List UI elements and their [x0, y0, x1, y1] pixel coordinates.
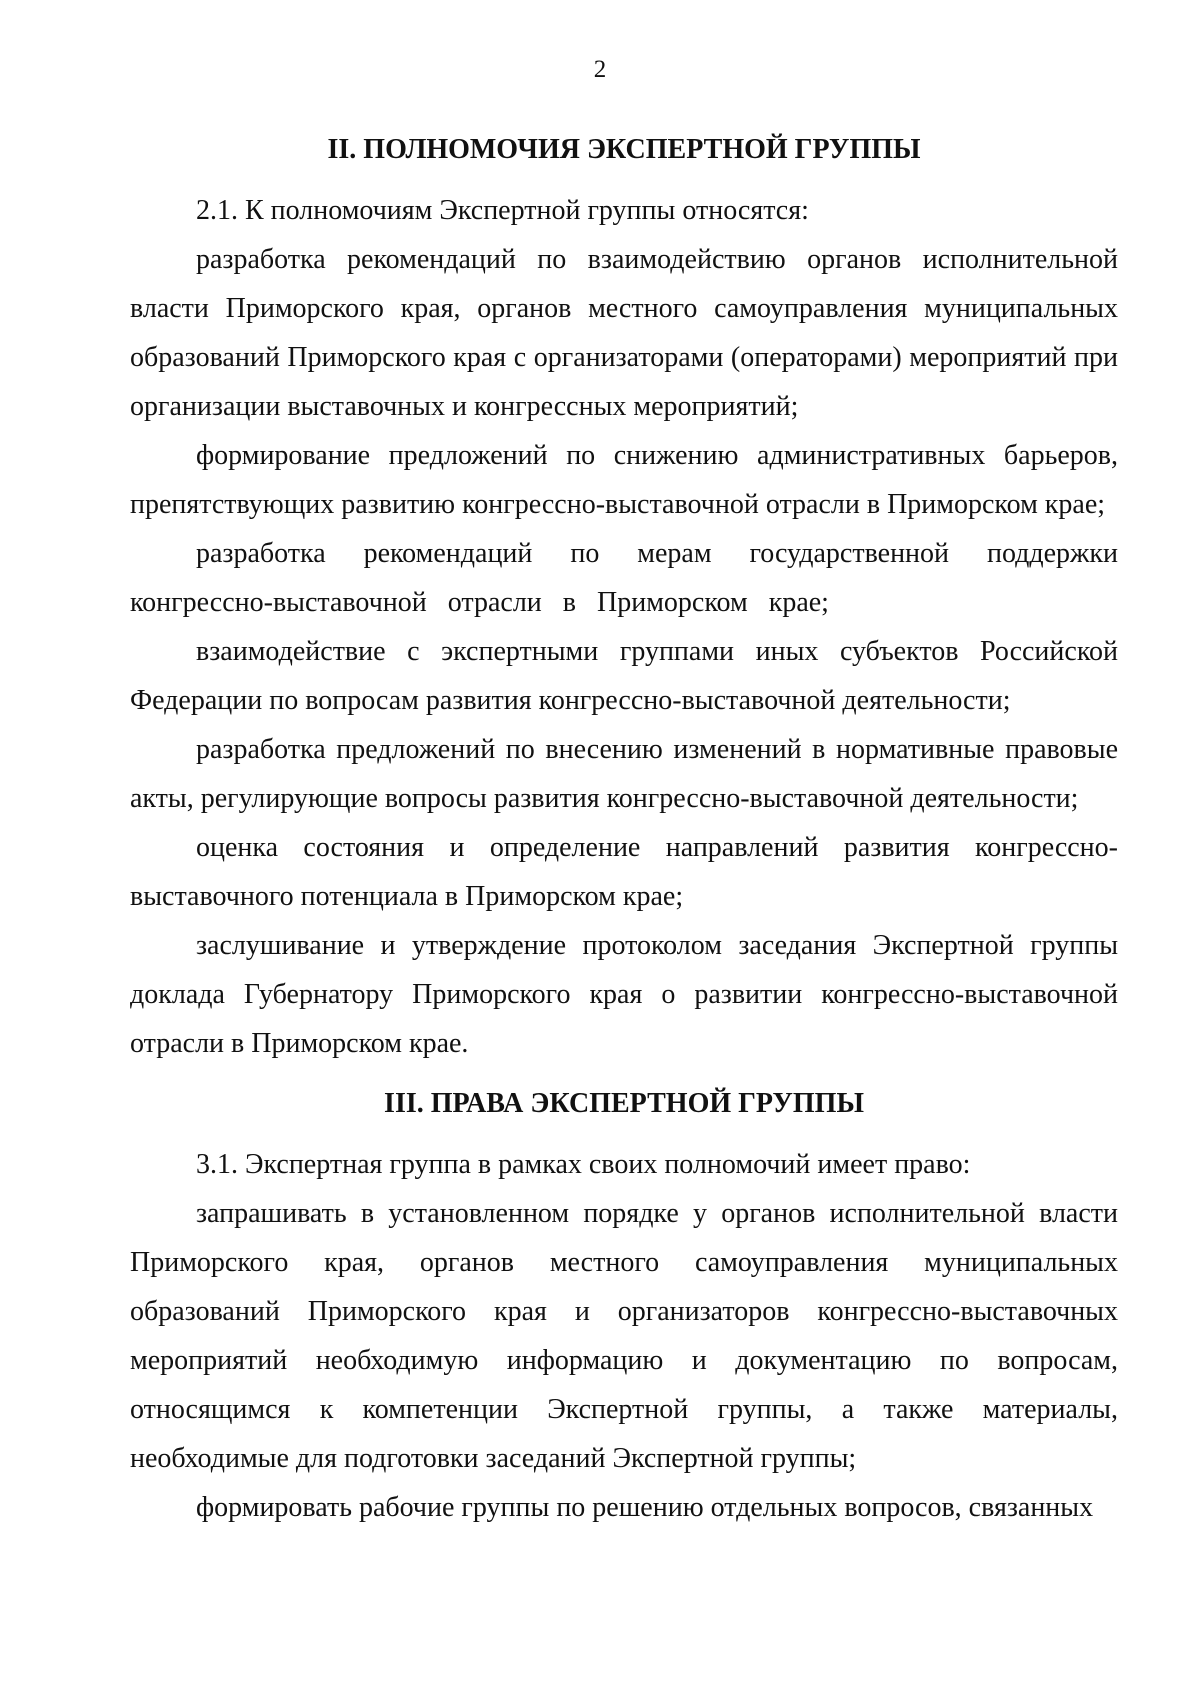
page-number: 2	[593, 56, 607, 83]
section-2-paragraph: формирование предложений по снижению административных барьеров, препятствующих развитию конгрессно-выставочной отрасли в Приморском крае;	[130, 440, 1118, 520]
section-2-paragraph: разработка рекомендаций по взаимодействию органов исполнительной власти Приморского края, органов местного самоуправления муниципальных образований Приморского края с организаторами (операторами) мероприятий при организации выставочных и конгрессных мероприятий;	[130, 244, 1118, 422]
section-3-paragraph: запрашивать в установленном порядке у органов исполнительной власти Приморского края, органов местного самоуправления муниципальных образований Приморского края и организаторов конгрессно-выставочных мероприятий необходимую информацию и документацию по вопросам, относящимся к компетенции Экспертной группы, а также материалы, необходимые для подготовки заседаний Экспертной группы;	[130, 1198, 1118, 1474]
section-2-paragraph: разработка предложений по внесению изменений в нормативные правовые акты, регулирующие вопросы развития конгрессно-выставочной деятельности;	[130, 734, 1118, 814]
section-3-paragraph: формировать рабочие группы по решению отдельных вопросов, связанных	[196, 1492, 1094, 1523]
document-body	[130, 126, 1118, 1532]
section-2-heading: II. ПОЛНОМОЧИЯ ЭКСПЕРТНОЙ ГРУППЫ	[327, 134, 921, 165]
section-2-paragraph: оценка состояния и определение направлений развития конгрессно-выставочного потенциала в Приморском крае;	[130, 832, 1118, 912]
section-2-paragraph: разработка рекомендаций по мерам государственной поддержки конгрессно-выставочной отрасли в Приморском крае;	[130, 538, 1118, 618]
section-2-paragraph: взаимодействие с экспертными группами иных субъектов Российской Федерации по вопросам развития конгрессно-выставочной деятельности;	[130, 636, 1118, 716]
section-3-heading: III. ПРАВА ЭКСПЕРТНОЙ ГРУППЫ	[384, 1088, 864, 1119]
section-3-paragraph: 3.1. Экспертная группа в рамках своих полномочий имеет право:	[196, 1149, 971, 1180]
section-2-paragraph: 2.1. К полномочиям Экспертной группы относятся:	[196, 195, 809, 226]
section-2-paragraph: заслушивание и утверждение протоколом заседания Экспертной группы доклада Губернатору Приморского края о развитии конгрессно-выставочной отрасли в Приморском крае.	[130, 930, 1118, 1059]
